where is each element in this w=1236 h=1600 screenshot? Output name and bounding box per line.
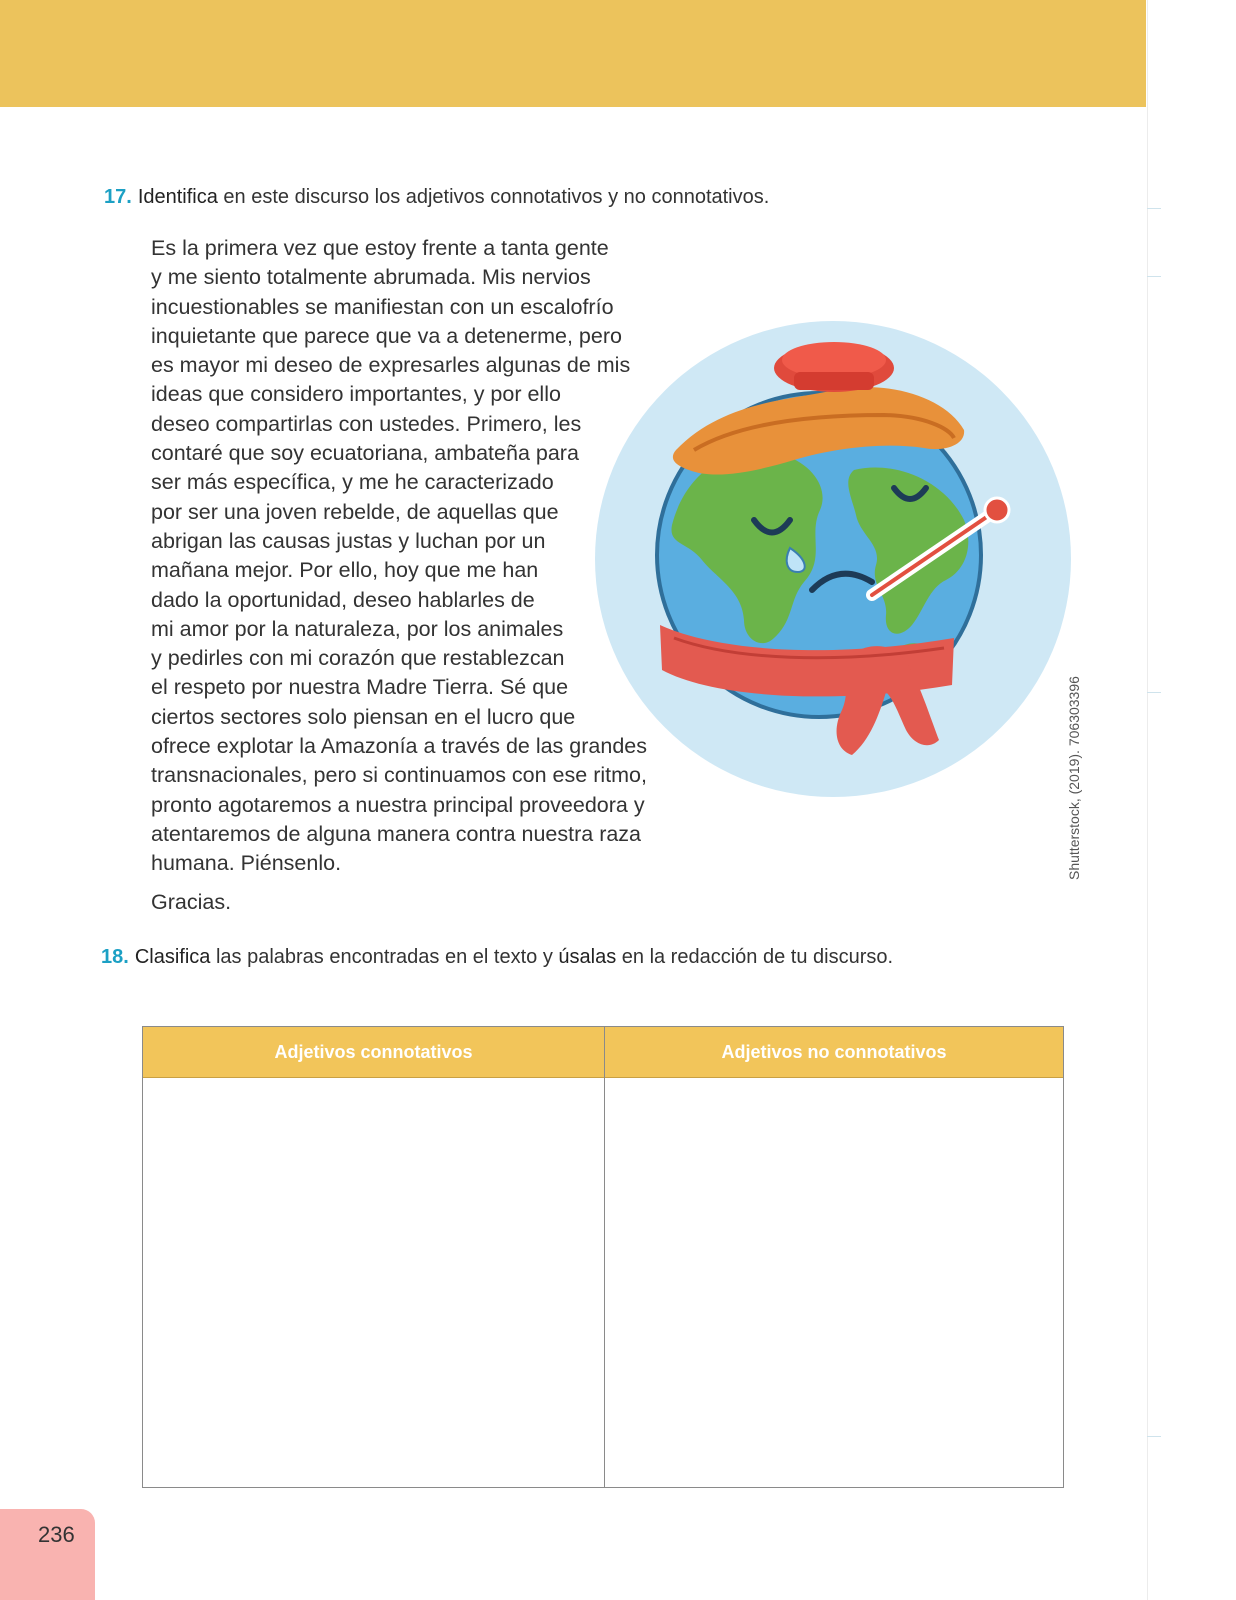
speech-line: ciertos sectores solo piensan en el lucro que (151, 704, 576, 729)
activity-number: 17. (104, 186, 132, 208)
speech-line: y me siento totalmente abrumada. Mis nervios (151, 265, 591, 290)
speech-line: Es la primera vez que estoy frente a tanta gente (151, 236, 609, 260)
connotative-column (143, 1027, 605, 1487)
image-credit: Shutterstock, (2019). 706303396 (1066, 676, 1082, 880)
activity-17-instruction (104, 186, 769, 209)
activity-verb: Identifica (137, 186, 218, 208)
header-band (0, 0, 1146, 107)
activity-18-instruction (101, 946, 893, 969)
speech-line: humana. Piénsenlo. (151, 851, 342, 876)
speech-text (151, 234, 671, 879)
column-header: Adjetivos no connotativos (605, 1027, 1063, 1078)
page-number: 236 (38, 1522, 75, 1547)
speech-line: ser más específica, y me he caracterizado (151, 470, 554, 495)
page-edge (1146, 0, 1236, 1600)
non-connotative-column (605, 1027, 1063, 1487)
classification-table (142, 1026, 1064, 1488)
speech-line: transnacionales, pero si continuamos con ese ritmo, (151, 763, 647, 788)
speech-line: mañana mejor. Por ello, hoy que me han (151, 558, 539, 583)
activity-verb-2: úsalas (558, 946, 617, 968)
speech-line: pronto agotaremos a nuestra principal proveedora y (151, 792, 645, 817)
activity-text-end: en la redacción de tu discurso. (616, 946, 894, 968)
speech-line: por ser una joven rebelde, de aquellas que (151, 499, 559, 524)
activity-verb: Clasifica (134, 946, 211, 968)
connotative-answer-area[interactable] (143, 1078, 604, 1486)
speech-line: abrigan las causas justas y luchan por un (151, 528, 546, 553)
non-connotative-answer-area[interactable] (605, 1078, 1063, 1486)
speech-line: dado la oportunidad, deseo hablarles de (151, 587, 535, 612)
activity-text: en este discurso los adjetivos connotativos y no connotativos. (217, 186, 770, 208)
activity-number: 18. (101, 946, 129, 968)
column-header: Adjetivos connotativos (143, 1027, 604, 1078)
speech-line: ofrece explotar la Amazonía a través de las grandes (151, 734, 647, 759)
speech-line: es mayor mi deseo de expresarles algunas de mis (151, 353, 631, 378)
speech-line: atentaremos de alguna manera contra nuestra raza (151, 821, 642, 846)
speech-line: el respeto por nuestra Madre Tierra. Sé que (151, 675, 569, 700)
speech-line: mi amor por la naturaleza, por los animales (151, 616, 564, 641)
speech-line: inquietante que parece que va a detenerme, pero (151, 323, 622, 348)
speech-line: ideas que considero importantes, y por ello (151, 382, 561, 407)
speech-line: deseo compartirlas con ustedes. Primero, les (151, 411, 582, 436)
activity-text: las palabras encontradas en el texto y (210, 946, 559, 968)
speech-line: incuestionables se manifiestan con un escalofrío (151, 294, 614, 319)
sick-earth-illustration (594, 320, 1072, 798)
speech-closing: Gracias. (151, 890, 232, 914)
speech-line: y pedirles con mi corazón que restablezcan (151, 646, 565, 671)
speech-line: contaré que soy ecuatoriana, ambateña para (151, 441, 579, 466)
